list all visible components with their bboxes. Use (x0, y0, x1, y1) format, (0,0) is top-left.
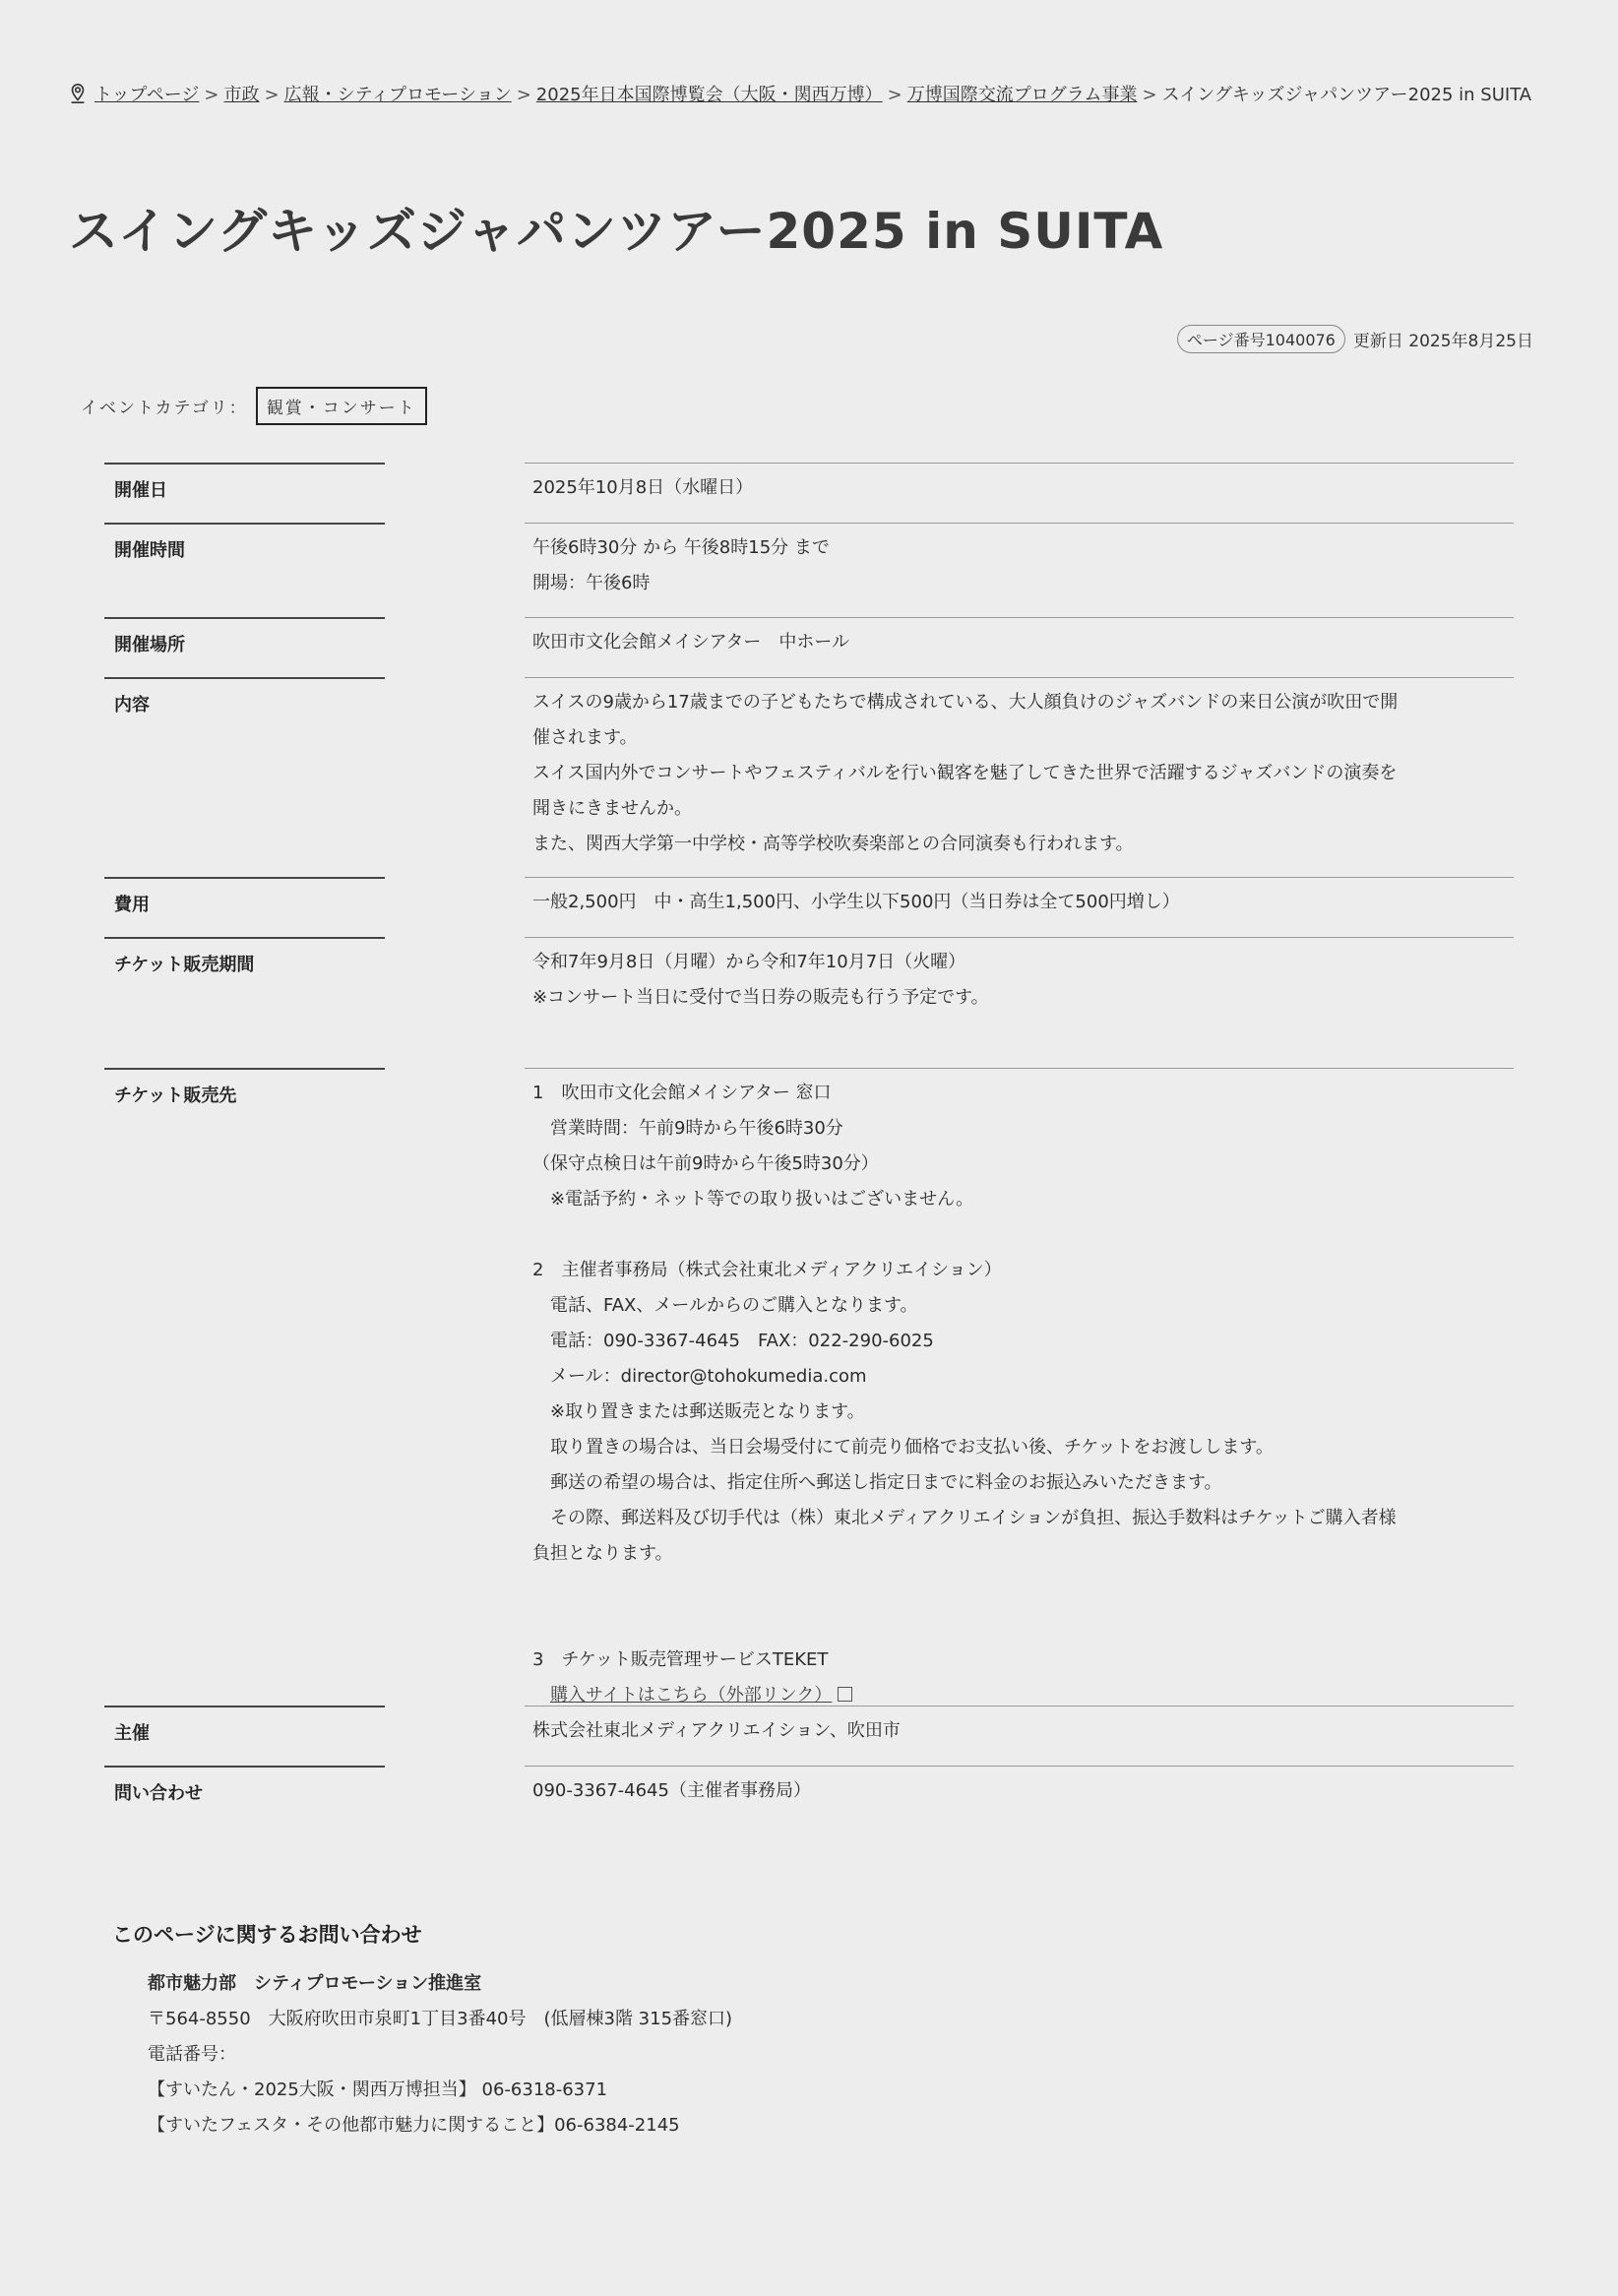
event-category (81, 387, 427, 425)
breadcrumb-link-shisei[interactable]: 市政 (223, 85, 260, 105)
external-purchase-link[interactable]: 購入サイトはこちら（外部リンク） (550, 1685, 833, 1706)
contact-department: 都市魅力部 シティプロモーション推進室 (148, 1973, 482, 1994)
row-label: 開催場所 (114, 635, 185, 655)
row-label: チケット販売先 (114, 1086, 237, 1106)
row-value: スイスの9歳から17歳までの子どもたちで構成されている、大人顔負けのジャズバンドの来日公演が吹田で開 催されます。 スイス国内外でコンサートやフェスティバルを行い観客を魅了してきた世界で活躍するジャズバンドの演奏を 聞きにきませんか。 また、関西大学第一中学校・高等学校吹奏楽部との合同演奏も行われます。 (532, 692, 1399, 854)
page-title: スイングキッズジャパンツアー2025 in SUITA (69, 203, 1164, 260)
row-label: 内容 (114, 695, 150, 715)
contact-phone-expo: 【すいたん・2025大阪・関西万博担当】 06-6318-6371 (148, 2079, 608, 2100)
row-value: 090-3367-4645（主催者事務局） (532, 1780, 811, 1801)
contact-phone-label: 電話番号： (148, 2044, 236, 2065)
breadcrumb-link-program[interactable]: 万博国際交流プログラム事業 (906, 85, 1138, 105)
row-label: 問い合わせ (114, 1783, 203, 1804)
row-value: 吹田市文化会館メイシアター 中ホール (532, 632, 850, 652)
row-label: 開催時間 (114, 540, 185, 561)
breadcrumb-link-expo[interactable]: 2025年日本国際博覧会（大阪・関西万博） (535, 85, 883, 105)
contact-address: 〒564-8550 大阪府吹田市泉町1丁目3番40号 (低層棟3階 315番窓口) (148, 2009, 733, 2029)
row-label: 費用 (114, 895, 150, 915)
event-category-label: イベントカテゴリ： (81, 399, 248, 418)
row-label: 開催日 (114, 480, 167, 501)
row-label: 主催 (114, 1723, 150, 1744)
row-value: 株式会社東北メディアクリエイション、吹田市 (532, 1720, 901, 1741)
breadcrumb-link-top[interactable]: トップページ (94, 85, 200, 105)
page-meta (1177, 325, 1533, 353)
breadcrumb-link-koho[interactable]: 広報・シティプロモーション (283, 85, 512, 105)
updated-date: 更新日 2025年8月25日 (1352, 332, 1533, 351)
row-value: 午後6時30分 から 午後8時15分 まで 開場：午後6時 (532, 537, 830, 593)
row-value: 2025年10月8日（水曜日） (532, 477, 754, 498)
row-value: 令和7年9月8日（月曜）から令和7年10月7日（火曜） ※コンサート当日に受付で当日券の販売も行う予定です。 (532, 952, 989, 1008)
row-value (532, 1076, 1512, 1713)
breadcrumb-current: スイングキッズジャパンツアー2025 in SUITA (1161, 85, 1532, 105)
page-contact (112, 1919, 732, 2143)
location-pin-icon (67, 83, 89, 104)
row-value: 一般2,500円 中・高生1,500円、小学生以下500円（当日券は全て500円増し） (532, 892, 1180, 912)
ticket-outlets-text: 1 吹田市文化会館メイシアター 窓口 営業時間：午前9時から午後6時30分 （保守点検日は午前9時から午後5時30分） ※電話予約・ネット等での取り扱いはございません。 2 主催者事務局（株式会社東北メディアクリエイション） 電話、FAX、メールからのご購入となります。 電話：090-3367-4645 FAX：022-290-6025 メール：director@tohokumedia.com ※取り置きまたは郵送販売となります。 取り置きの場合は、当日会場受付にて前売り価格でお支払い後、チケットをお渡しします。 郵送の希望の場合は、指定住所へ郵送し指定日までに料金のお振込みいただきます。 その際、郵送料及び切手代は（株）東北メディアクリエイションが負担、振込手数料はチケットご購入者様 負担となります。 3 チケット販売管理サービスTEKET (532, 1083, 1397, 1670)
page-number-badge: ページ番号1040076 (1177, 325, 1345, 353)
contact-heading: このページに関するお問い合わせ (112, 1923, 422, 1947)
contact-phone-festa: 【すいたフェスタ・その他都市魅力に関すること】06-6384-2145 (148, 2115, 680, 2136)
breadcrumb: トップページ > 市政 > 広報・シティプロモーション > 2025年日本国際博覧会（大阪・関西万博） > 万博国際交流プログラム事業 > スイングキッズジャパンツアー2025 in SUITA (67, 81, 1543, 110)
external-link-icon (838, 1687, 852, 1702)
event-category-value[interactable]: 観賞・コンサート (256, 387, 427, 425)
row-label: チケット販売期間 (114, 955, 255, 975)
